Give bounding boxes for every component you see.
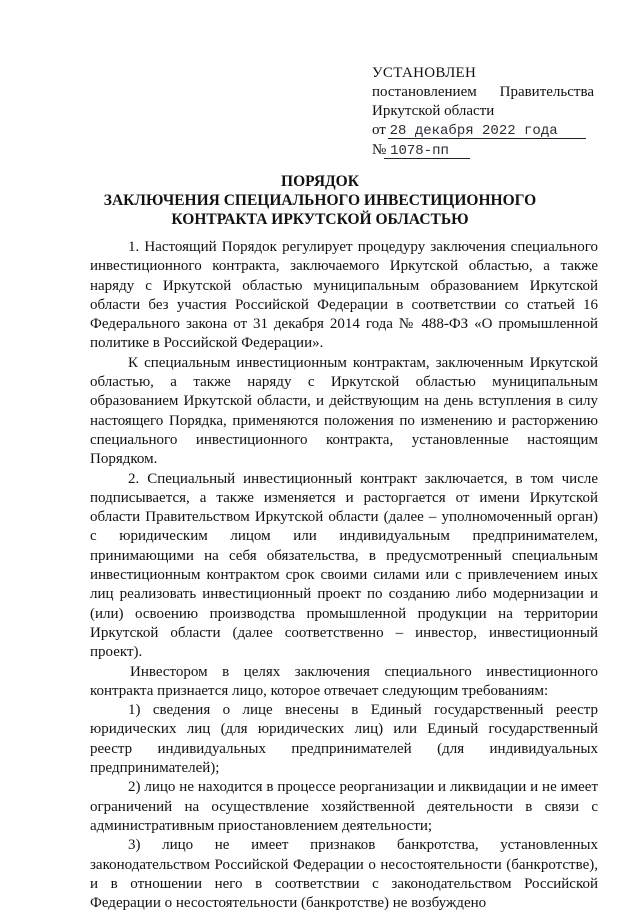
document-body bbox=[90, 238, 598, 913]
title-line-1: ПОРЯДОК bbox=[281, 173, 359, 190]
approval-line-decree: постановлением Правительства bbox=[372, 84, 594, 100]
approval-number-line bbox=[372, 141, 594, 161]
paragraph-4: Инвестором в целях заключения специального инвестиционного контракта признается лицо, которое отвечает следующим требованиям: bbox=[90, 663, 598, 699]
approval-stamp bbox=[372, 64, 594, 161]
date-underline bbox=[388, 138, 586, 139]
approval-date-line bbox=[372, 121, 594, 141]
approval-date-prefix: от bbox=[372, 122, 386, 138]
paragraph-2: К специальным инвестиционным контрактам, заключенным Иркутской областью, а также наряду с Иркутской областью муниципальным образованием Иркутской области, и действующим на день вступления в силу настоящего Порядка, применяются положения по изменению и расторжению специального инвестиционного контракта, установленные настоящим Порядком. bbox=[90, 354, 598, 468]
approval-date-value: 28 декабря 2022 года bbox=[389, 123, 558, 139]
approval-number-prefix: № bbox=[372, 142, 387, 158]
document-title bbox=[90, 172, 550, 229]
approval-line-region: Иркутской области bbox=[372, 103, 495, 119]
paragraph-1: 1. Настоящий Порядок регулирует процедуру заключения специального инвестиционного контракта, заключаемого Иркутской областью, а также наряду с Иркутской областью муниципальным образованием Иркутской области без участия Российской Федерации в соответствии со статьей 16 Федерального закона от 31 декабря 2014 года № 488-ФЗ «О промышленной политике в Российской Федерации». bbox=[90, 239, 598, 352]
approval-number-value: 1078-пп bbox=[390, 143, 449, 159]
approval-word: УСТАНОВЛЕН bbox=[372, 65, 477, 81]
title-line-3: КОНТРАКТА ИРКУТСКОЙ ОБЛАСТЬЮ bbox=[171, 211, 469, 228]
paragraph-5: 1) сведения о лице внесены в Единый государственный реестр юридических лиц (для юридических лиц) или Единый государственный реестр индивидуальных предпринимателей (для индивидуальных предпринимателей); bbox=[90, 702, 598, 777]
paragraph-3: 2. Специальный инвестиционный контракт заключается, в том числе подписывается, а также изменяется и расторгается от имени Иркутской области Правительством Иркутской области (далее – уполномоченный орган) с юридическим лицом или индивидуальным предпринимателем, принимающими на себя обязательства, в предусмотренный специальным инвестиционным контрактом срок своими силами или с привлечением иных лиц реализовать инвестиционный проект по созданию либо модернизации и (или) освоению производства промышленной продукции на территории Иркутской области (далее соответственно – инвестор, инвестиционный проект). bbox=[90, 470, 598, 661]
title-line-2: ЗАКЛЮЧЕНИЯ СПЕЦИАЛЬНОГО ИНВЕСТИЦИОННОГО bbox=[103, 192, 537, 209]
paragraph-7: 3) лицо не имеет признаков банкротства, установленных законодательством Российской Федерации о несостоятельности (банкротстве), и в отношении него в соответствии с законодательством Российской Федерации о несостоятельности (банкротстве) не возбуждено bbox=[90, 837, 598, 912]
number-underline bbox=[384, 158, 470, 159]
paragraph-6: 2) лицо не находится в процессе реорганизации и ликвидации и не имеет ограничений на осуществление хозяйственной деятельности в связи с административным приостановлением деятельности; bbox=[90, 779, 598, 834]
